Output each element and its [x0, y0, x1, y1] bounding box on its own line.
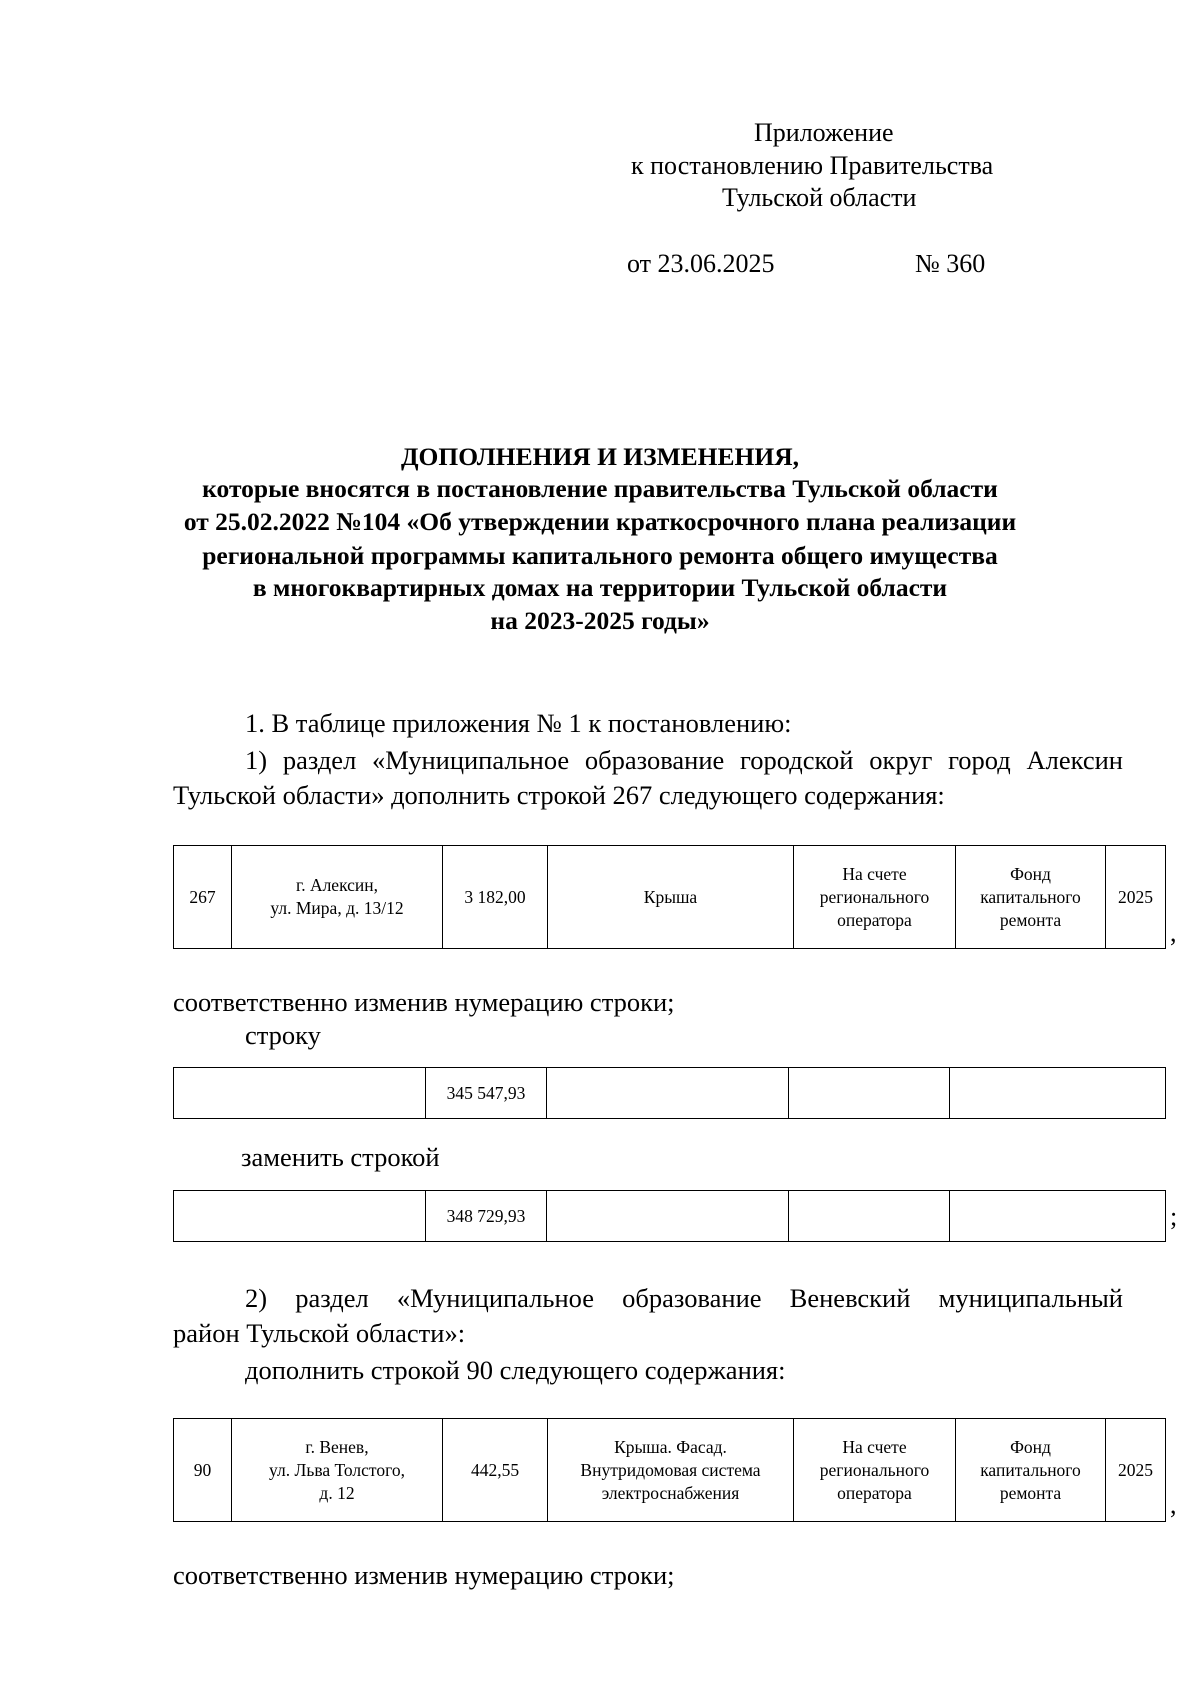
appendix-title: Приложение — [754, 118, 894, 147]
table-row — [174, 1191, 1166, 1242]
old-total-cost-cell: 345 547,93 — [426, 1068, 547, 1119]
year-cell: 2025 — [1106, 846, 1166, 949]
table-row — [174, 1419, 1166, 1522]
insert-row-table-90 — [173, 1418, 1166, 1522]
appendix-date: от 23.06.2025 — [627, 249, 775, 278]
empty-cell — [789, 1068, 950, 1119]
new-total-cost-cell: 348 729,93 — [426, 1191, 547, 1242]
empty-cell — [547, 1191, 789, 1242]
work-type-cell: Крыша — [548, 846, 794, 949]
appendix-resolution: к постановлению Правительства — [631, 151, 994, 180]
empty-cell — [174, 1191, 426, 1242]
account-cell: На счете регионального оператора — [794, 846, 956, 949]
title-line: ДОПОЛНЕНИЯ И ИЗМЕНЕНИЯ, — [401, 442, 799, 471]
paragraph-2-line-1: 1) раздел «Муниципальное образование городской округ город Алексин — [245, 745, 1123, 775]
title-line: которые вносятся в постановление правительства Тульской области — [202, 474, 998, 503]
work-type-cell: Крыша. Фасад. Внутридомовая система электроснабжения — [548, 1419, 794, 1522]
empty-cell — [789, 1191, 950, 1242]
old-total-row-table — [173, 1067, 1166, 1119]
table-row — [174, 846, 1166, 949]
new-total-row-table — [173, 1190, 1166, 1242]
year-cell: 2025 — [1106, 1419, 1166, 1522]
table-trailing-semicolon: ; — [1170, 1202, 1178, 1231]
row-number-cell: 90 — [174, 1419, 232, 1522]
paragraph-4: строку — [245, 1020, 321, 1050]
paragraph-6-line-2: район Тульской области»: — [173, 1318, 466, 1348]
empty-cell — [174, 1068, 426, 1119]
empty-cell — [950, 1068, 1166, 1119]
insert-row-table-267 — [173, 845, 1166, 949]
paragraph-3: соответственно изменив нумерацию строки; — [173, 987, 675, 1017]
row-number-cell: 267 — [174, 846, 232, 949]
cost-cell: 442,55 — [443, 1419, 548, 1522]
empty-cell — [950, 1191, 1166, 1242]
paragraph-6-line-1: 2) раздел «Муниципальное образование Веневский муниципальный — [245, 1283, 1123, 1313]
appendix-number: № 360 — [915, 249, 986, 278]
fund-cell: Фонд капитального ремонта — [956, 1419, 1106, 1522]
paragraph-8: соответственно изменив нумерацию строки; — [173, 1560, 675, 1590]
table-row — [174, 1068, 1166, 1119]
title-line: от 25.02.2022 №104 «Об утверждении краткосрочного плана реализации — [183, 507, 1017, 536]
fund-cell: Фонд капитального ремонта — [956, 846, 1106, 949]
account-cell: На счете регионального оператора — [794, 1419, 956, 1522]
title-line: на 2023-2025 годы» — [490, 606, 710, 635]
paragraph-1: 1. В таблице приложения № 1 к постановлению: — [245, 708, 792, 738]
title-line: региональной программы капитального ремонта общего имущества — [202, 541, 998, 570]
paragraph-7: дополнить строкой 90 следующего содержания: — [245, 1355, 786, 1385]
empty-cell — [547, 1068, 789, 1119]
cost-cell: 3 182,00 — [443, 846, 548, 949]
appendix-region: Тульской области — [722, 183, 917, 212]
address-cell: г. Венев, ул. Льва Толстого, д. 12 — [232, 1419, 443, 1522]
table-trailing-comma: , — [1170, 1490, 1177, 1519]
table-trailing-comma: , — [1170, 918, 1177, 947]
paragraph-2-line-2: Тульской области» дополнить строкой 267 следующего содержания: — [173, 780, 945, 810]
address-cell: г. Алексин, ул. Мира, д. 13/12 — [232, 846, 443, 949]
paragraph-5: заменить строкой — [241, 1142, 440, 1172]
title-line: в многоквартирных домах на территории Тульской области — [252, 573, 948, 602]
